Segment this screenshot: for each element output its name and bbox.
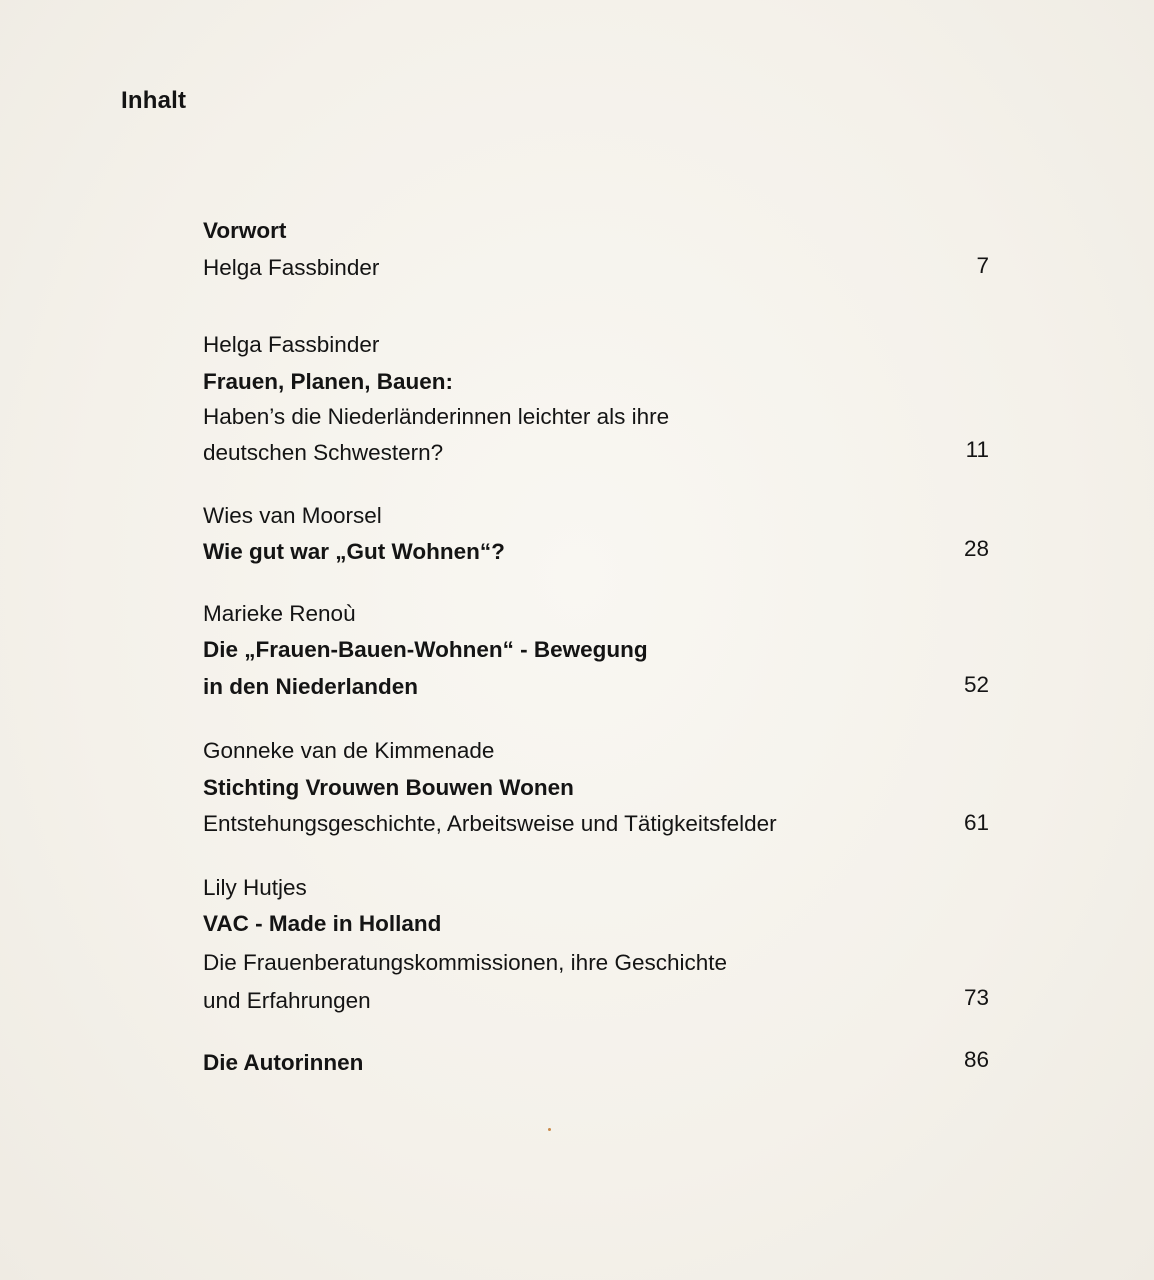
entry-bewegung-author: Marieke Renoù [203, 601, 356, 626]
entry-gutwohnen-author: Wies van Moorsel [203, 503, 382, 528]
entry-autorinnen-title: Die Autorinnen [203, 1050, 364, 1075]
entry-vorwort-author: Helga Fassbinder [203, 255, 380, 280]
entry-frauen-author: Helga Fassbinder [203, 332, 380, 357]
entry-frauen-subtitle-1: Haben’s die Niederländerinnen leichter als ihre [203, 404, 670, 429]
entry-bewegung-page: 52 [963, 672, 989, 697]
entry-frauen-subtitle-2: deutschen Schwestern? [203, 440, 444, 465]
entry-vac-subtitle-1: Die Frauenberatungskommissionen, ihre Geschichte [203, 950, 728, 975]
entry-stichting-author: Gonneke van de Kimmenade [203, 738, 495, 763]
entry-gutwohnen-title: Wie gut war „Gut Wohnen“? [203, 539, 505, 564]
entry-stichting-subtitle: Entstehungsgeschichte, Arbeitsweise und Tätigkeitsfelder [203, 811, 777, 836]
entry-frauen-page: 11 [965, 437, 989, 462]
entry-stichting-title: Stichting Vrouwen Bouwen Wonen [203, 775, 574, 800]
paper-speck [548, 1128, 551, 1131]
entry-bewegung-title-1: Die „Frauen-Bauen-Wohnen“ - Bewegung [203, 637, 648, 662]
entry-vac-page: 73 [963, 985, 989, 1010]
entry-frauen-title: Frauen, Planen, Bauen: [203, 369, 454, 394]
entry-vorwort-page: 7 [976, 253, 989, 278]
entry-stichting-page: 61 [963, 810, 989, 835]
entry-autorinnen-page: 86 [963, 1047, 989, 1072]
entry-gutwohnen-page: 28 [963, 536, 989, 561]
entry-vac-title: VAC - Made in Holland [203, 911, 442, 936]
entry-vac-subtitle-2: und Erfahrungen [203, 988, 371, 1013]
toc-heading: Inhalt [121, 87, 187, 114]
entry-bewegung-title-2: in den Niederlanden [203, 674, 419, 699]
entry-vac-author: Lily Hutjes [203, 875, 307, 900]
entry-vorwort-title: Vorwort [203, 218, 287, 243]
